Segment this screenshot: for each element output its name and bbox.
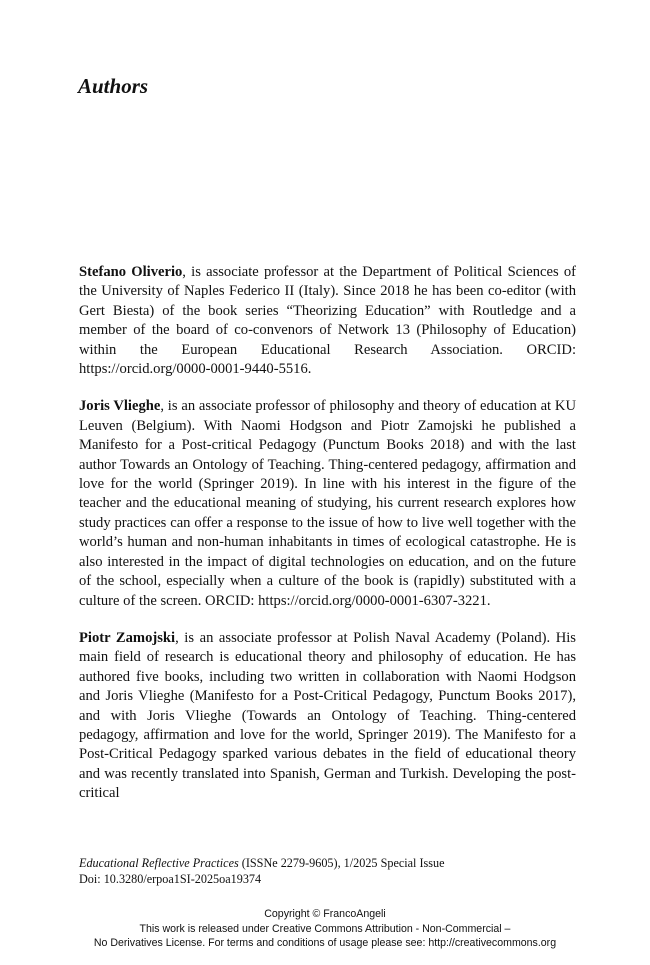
author-bio-text: , is associate professor at the Department of Political Sciences of the University of Naples Federico II (Italy). Since 2018 he has been co-editor (with Gert Biesta) of the book series “Theorizing Education” with Routledge and a member of the board of co-convenors of Network 13 (Philosophy of Education) within the European Educational Research Association. ORCID: https://orcid.org/0000-0001-9440-5516. (79, 264, 576, 378)
journal-name: Educational Reflective Practices (79, 856, 239, 870)
journal-doi: Doi: 10.3280/erpoa1SI-2025oa19374 (79, 871, 262, 886)
page-title: Authors (78, 74, 149, 98)
license-line-1: This work is released under Creative Commons Attribution - Non-Commercial – (139, 922, 511, 935)
journal-citation (79, 856, 599, 887)
author-bio-vlieghe (79, 397, 576, 610)
copyright-line: Copyright © FrancoAngeli (264, 908, 386, 920)
license-notice (0, 907, 650, 951)
author-bio-zamojski (79, 629, 576, 804)
author-bio-text: , is an associate professor of philosophy and theory of education at KU Leuven (Belgium). With Naomi Hodgson and Piotr Zamojski he published a Manifesto for a Post-critical Pedagogy (Punctum Books 2018) and with the last author Towards an Ontology of Teaching. Thing-centered pedagogy, affirmation and love for the world (Springer 2019). In line with his interest in the figure of the teacher and the educational meaning of studying, his current research explores how study practices can offer a response to the issue of how to live well together with the world’s human and non-human inhabitants in times of ecological catastrophe. He is also interested in the impact of digital technologies on education, and on the future of the school, especially when a culture of the book is (rapidly) substituted with a culture of the screen. ORCID: https://orcid.org/0000-0001-6307-3221. (79, 398, 576, 609)
author-bio-text: , is an associate professor at Polish Naval Academy (Poland). His main field of research is educational theory and philosophy of education. He has authored five books, including two written in collaboration with Naomi Hodgson and Joris Vlieghe (Manifesto for a Post-Critical Pedagogy, Punctum Books 2017), and with Joris Vlieghe (Towards an Ontology of Teaching. Thing-centered pedagogy, affirmation and love for the world, Springer 2019). The Manifesto for a Post-Critical Pedagogy sparked various debates in the field of educational theory and was recently translated into Spanish, German and Turkish. Developing the post-critical (79, 629, 576, 802)
author-name: Stefano Oliverio (79, 264, 183, 280)
journal-line (79, 856, 599, 872)
author-bios (79, 263, 576, 822)
license-line-2: No Derivatives License. For terms and conditions of usage please see: http://creativecommons.org (93, 937, 557, 949)
author-bio-oliverio (79, 263, 576, 379)
author-name: Joris Vlieghe (79, 398, 161, 415)
author-name: Piotr Zamojski (79, 629, 176, 646)
journal-issue: (ISSNe 2279-9605), 1/2025 Special Issue (238, 856, 445, 870)
